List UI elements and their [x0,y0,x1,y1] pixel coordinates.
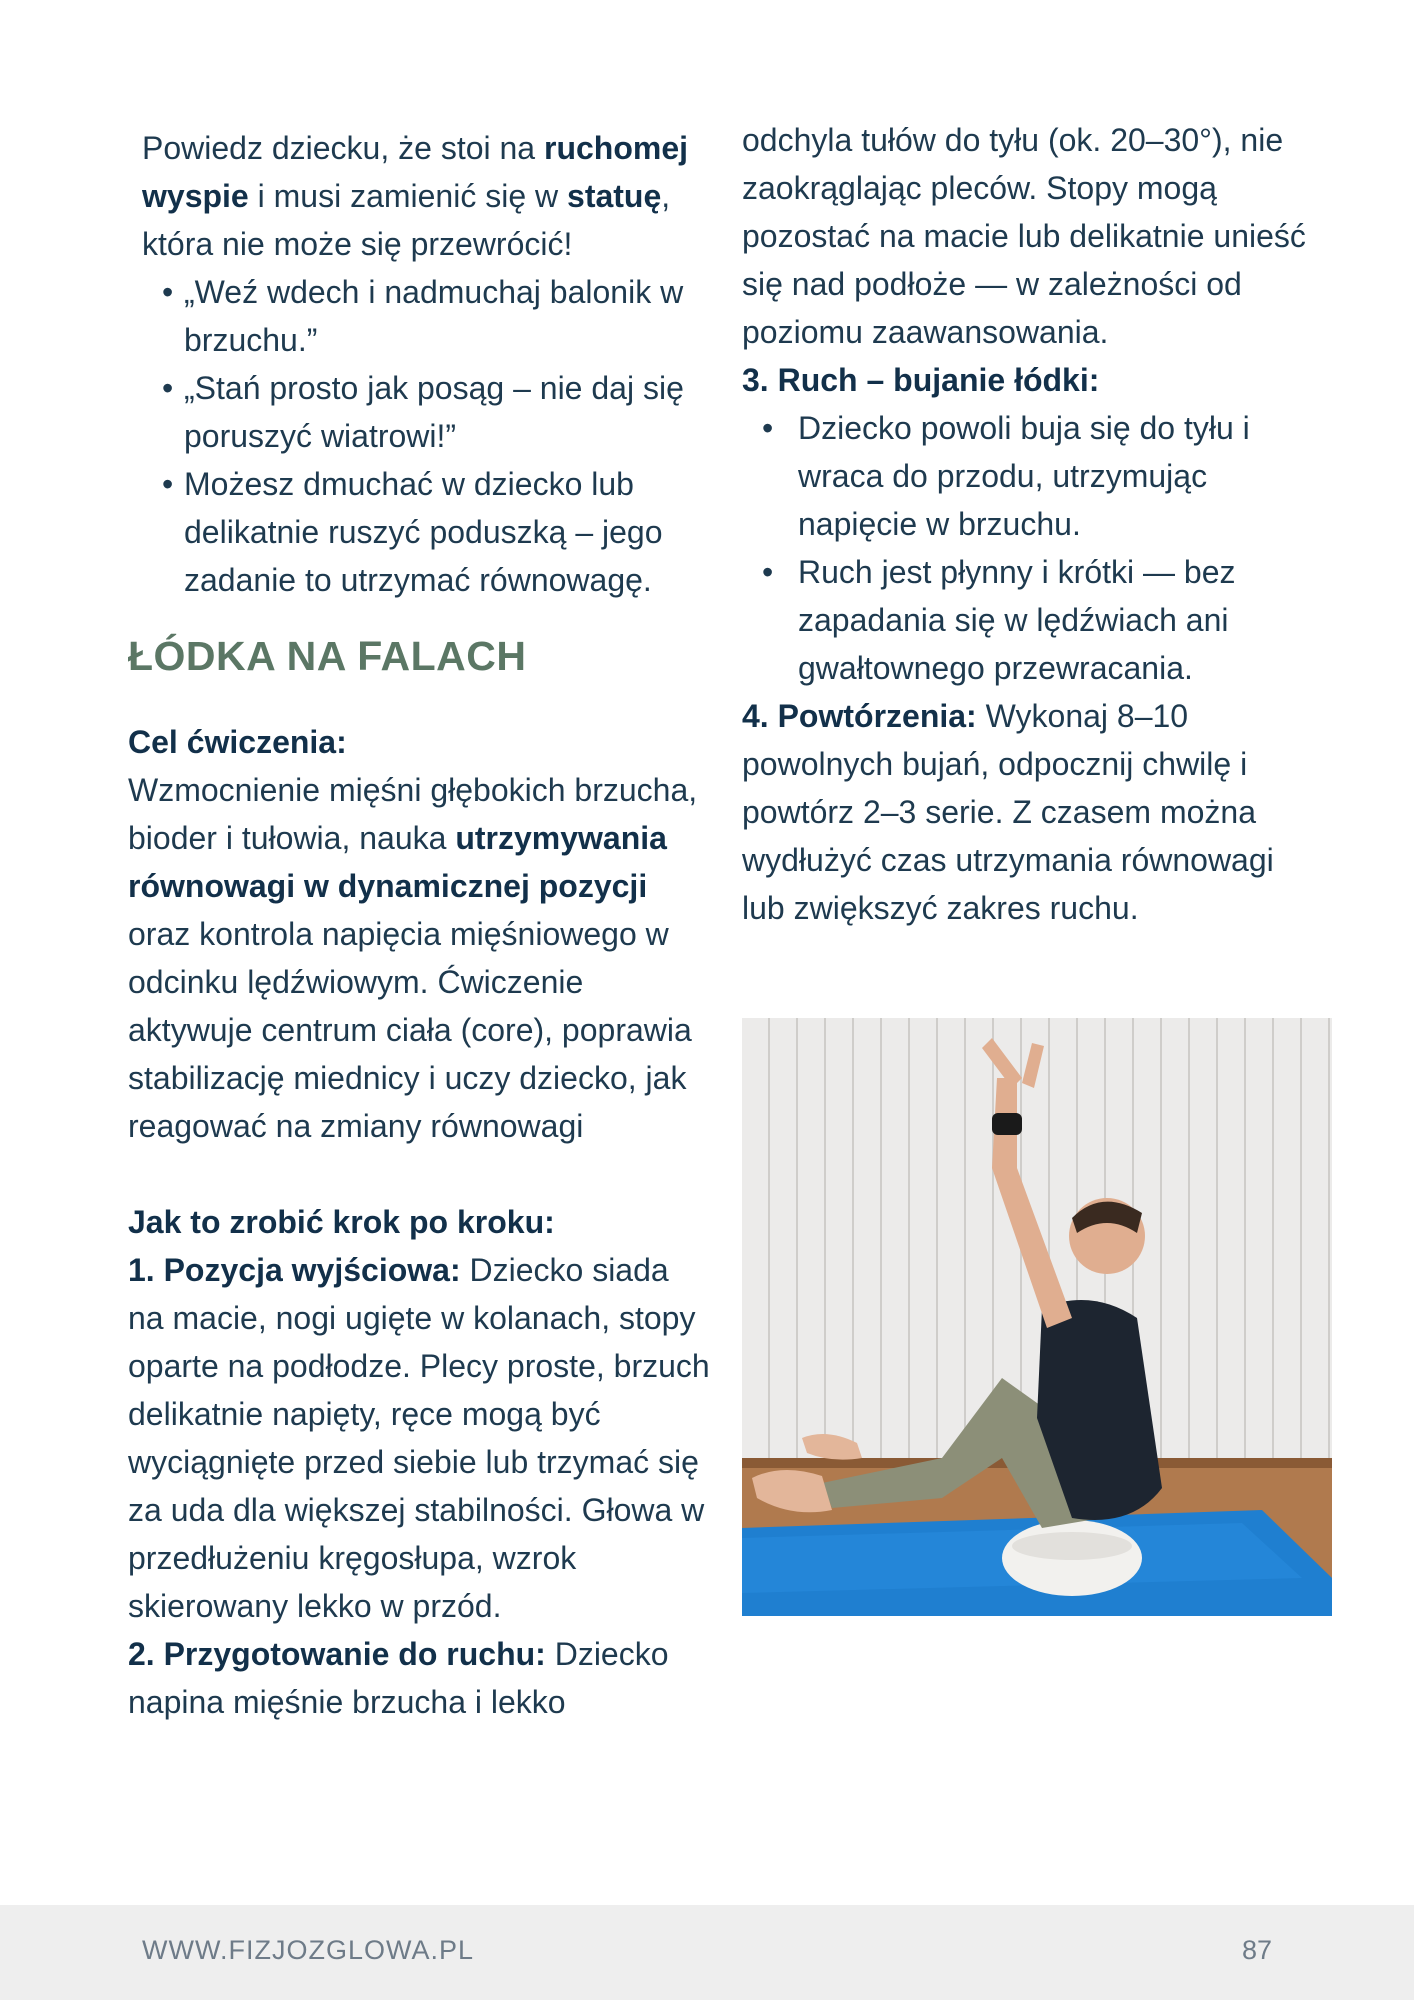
intro-paragraph [128,124,710,268]
goal-heading [128,718,710,766]
list-item: • Możesz dmuchać w dziecko lub delikatnie ruszyć poduszką – jego zadanie to utrzymać równowagę. [128,460,710,604]
list-item: • Dziecko powoli buja się do tyłu i wraca do przodu, utrzymując napięcie w brzuchu. [742,404,1310,548]
step-2-continuation: odchyla tułów do tyłu (ok. 20–30°), nie zaokrąglając pleców. Stopy mogą pozostać na macie lub delikatnie unieść się nad podłoże — w zależności od poziomu zaawansowania. [742,122,1306,350]
section-title: ŁÓDKA NA FALACH [128,633,527,679]
goal-paragraph [128,766,710,1150]
step-label: 4. Powtórzenia: [742,698,977,734]
list-item: • „Weź wdech i nadmuchaj balonik w brzuchu.” [128,268,710,364]
left-column [128,124,710,1726]
website-link[interactable]: WWW.FIZJOZGLOWA.PL [142,1935,474,1965]
text-run: i musi zamienić się w [248,178,568,214]
bold-run: ruchomej wyspie [142,130,689,214]
bold-run: Cel ćwiczenia: [128,724,347,760]
list-item: • Ruch jest płynny i krótki — bez zapadania się w lędźwiach ani gwałtownego przewracania. [742,548,1310,692]
step-4 [742,692,1310,932]
bold-run: Jak to zrobić krok po kroku: [128,1204,555,1240]
step-text: Dziecko napina mięśnie brzucha i lekko [128,1636,669,1720]
step-3-bullet-list [742,404,1310,692]
intro-bullet-list [128,268,710,604]
step-1 [128,1246,710,1630]
text-run: Wzmocnienie mięśni głębokich brzucha, bioder i tułowia, nauka [128,772,698,856]
text-run: oraz kontrola napięcia mięśniowego w odcinku lędźwiowym. Ćwiczenie aktywuje centrum ciała (core), poprawia stabilizację miednicy i uczy dziecko, jak reagować na zmiany równowagi [128,916,692,1144]
spacer [128,1150,710,1198]
bold-run: statuę [567,178,662,214]
step-3-heading [742,356,1310,404]
step-text: Dziecko siada na macie, nogi ugięte w kolanach, stopy oparte na podłodze. Plecy proste, brzuch delikatnie napięty, ręce mogą być wyciągnięte przed siebie lub trzymać się za uda dla większej stabilności. Głowa w przedłużeniu kręgosłupa, wzrok skierowany lekko w przód. [128,1252,710,1624]
step-2 [128,1630,710,1726]
right-column [742,116,1310,932]
list-item: • „Stań prosto jak posąg – nie daj się poruszyć wiatrowi!” [128,364,710,460]
step-label: 2. Przygotowanie do ruchu: [128,1636,546,1672]
page-footer [0,1905,1414,2000]
step-label: 1. Pozycja wyjściowa: [128,1252,461,1288]
steps-heading [128,1198,710,1246]
exercise-photo [742,1018,1332,1616]
bold-run: utrzymywania równowagi w dynamicznej pozycji [128,820,667,904]
exercise-photo-illustration [742,1018,1332,1616]
text-run: Powiedz dziecku, że stoi na [142,130,544,166]
step-label: 3. Ruch – bujanie łódki: [742,362,1100,398]
step-text: Wykonaj 8–10 powolnych bujań, odpocznij chwilę i powtórz 2–3 serie. Z czasem można wydłużyć czas utrzymania równowagi lub zwiększyć zakres ruchu. [742,698,1274,926]
text-run: , która nie może się przewrócić! [142,178,671,262]
page-number: 87 [1241,1935,1272,1965]
watch [992,1113,1022,1135]
